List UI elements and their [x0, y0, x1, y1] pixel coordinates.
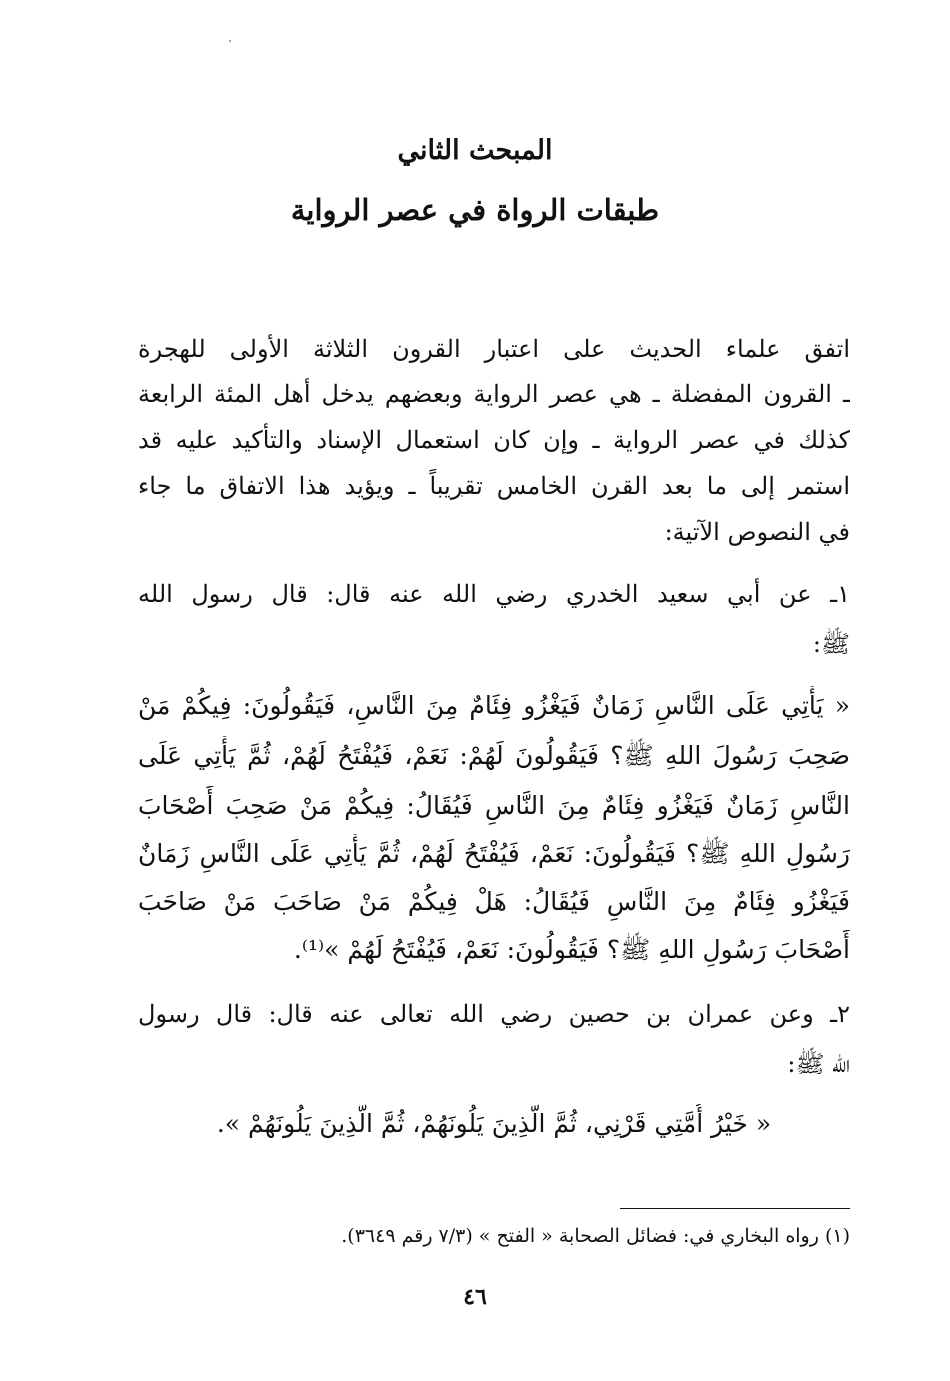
footnote-divider — [620, 1208, 850, 1209]
footnote: (١) رواه البخاري في: فضائل الصحابة « الفتح » (٧/٣ رقم ٣٦٤٩). — [341, 1225, 850, 1247]
intro-line: في النصوص الآتية: — [664, 518, 850, 546]
scan-speck — [229, 40, 231, 42]
hadith1-line: « يَأْتِي عَلَى النَّاسِ زَمَانٌ فَيَغْزُو فِئَامٌ مِنَ النَّاسِ، فَيَقُولُونَ: فِيكُمْ مَنْ — [138, 691, 850, 720]
hadith1-line: أَصْحَابَ رَسُولِ اللهِ ﷺ؟ فَيَقُولُونَ: نَعَمْ، فَيُفْتَحُ لَهُمْ »⁽¹⁾. — [293, 935, 850, 964]
section-label: المبحث الثاني — [397, 135, 553, 166]
hadith1-line: النَّاسِ زَمَانٌ فَيَغْزُو فِئَامٌ مِنَ النَّاسِ فَيُقَالُ: فِيكُمْ مَنْ صَحِبَ أَصْحَابَ — [138, 791, 850, 820]
item1-intro-line: ﷺ: — [812, 630, 850, 658]
intro-line: استمر إلى ما بعد القرن الخامس تقريباً ـ ويؤيد هذا الاتفاق ما جاء — [138, 472, 850, 500]
item2-intro-line: الله ﷺ: — [787, 1050, 850, 1078]
hadith1-line: صَحِبَ رَسُولَ اللهِ ﷺ؟ فَيَقُولُونَ لَهُمْ: نَعَمْ، فَيُفْتَحُ لَهُمْ، ثُمَّ يَأْتِي عَلَى — [138, 741, 850, 770]
hadith1-line: فَيَغْزُو فِئَامٌ مِنَ النَّاسِ فَيُقَالُ: هَلْ فِيكُمْ مَنْ صَاحَبَ مَنْ صَاحَبَ — [138, 887, 850, 916]
intro-line: كذلك في عصر الرواية ـ وإن كان استعمال الإسناد والتأكيد عليه قد — [138, 426, 850, 454]
page-number: ٤٦ — [463, 1284, 487, 1310]
intro-line: ـ القرون المفضلة ـ هي عصر الرواية وبعضهم يدخل أهل المئة الرابعة — [138, 380, 850, 408]
item1-intro-line: ١ـ عن أبي سعيد الخدري رضي الله عنه قال: قال رسول الله — [138, 580, 850, 608]
hadith1-line: رَسُولِ اللهِ ﷺ؟ فَيَقُولُونَ: نَعَمْ، فَيُفْتَحُ لَهُمْ، ثُمَّ يَأْتِي عَلَى النَّاسِ زَمَانٌ — [138, 839, 850, 868]
hadith2-line: « خَيْرُ أُمَّتِي قَرْنِي، ثُمَّ الَّذِينَ يَلُونَهُمْ، ثُمَّ الَّذِينَ يَلُونَهُمْ ». — [216, 1109, 772, 1138]
intro-line: اتفق علماء الحديث على اعتبار القرون الثلاثة الأولى للهجرة — [138, 335, 850, 363]
chapter-title: طبقات الرواة في عصر الرواية — [290, 193, 660, 227]
item2-intro-line: ٢ـ وعن عمران بن حصين رضي الله تعالى عنه قال: قال رسول — [138, 1000, 850, 1028]
